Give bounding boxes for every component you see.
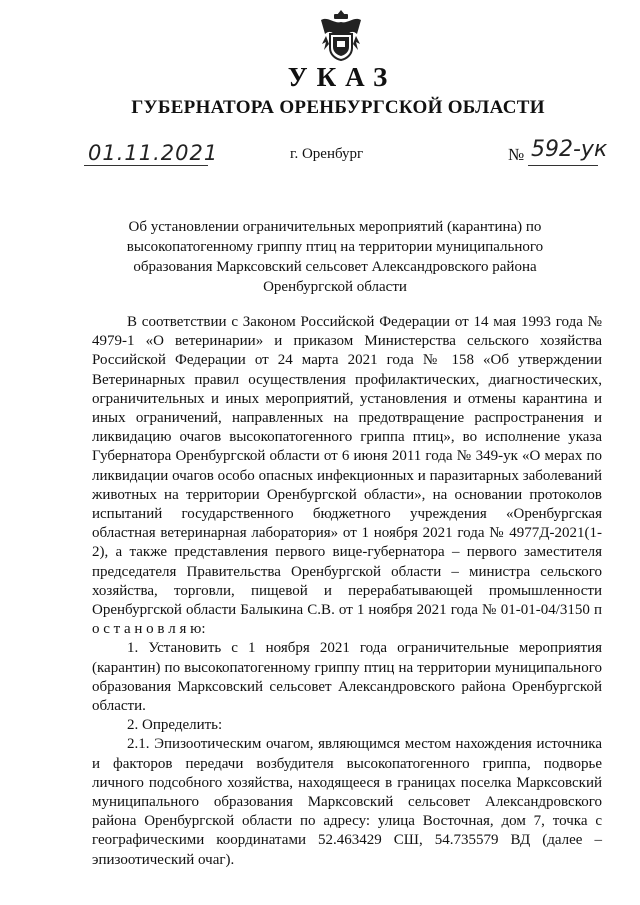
clause-2-paragraph: 2. Определить:: [127, 717, 223, 734]
decree-subject: Об установлении ограничительных мероприятий (карантина) по высокопатогенному гриппу птиц на территории муниципального образования Марксовский сельсовет Александровского района Оренбургской области: [126, 219, 544, 295]
decree-city: г. Оренбург: [290, 146, 364, 162]
document-title: УКАЗ: [287, 62, 397, 92]
preamble-paragraph: В соответствии с Законом Российской Федерации от 14 мая 1993 года № 4979-1 «О ветеринарии» и приказом Министерства сельского хозяйства Российской Федерации от 24 марта 2021 года № 158 «Об утверждении Ветеринарных правил осуществления профилактических, диагностических, ограничительных и иных мероприятий, установления и отмены карантина и иных ограничений, направленных на предотвращение распространения и ликвидацию очагов высокопатогенного гриппа птиц», во исполнение указа Губернатора Оренбургской области от 6 июня 2011 года № 349-ук «О мерах по ликвидации очагов особо опасных инфекционных и паразитарных заболеваний животных на территории Оренбургской области», на основании протоколов испытаний государственного бюджетного учреждения «Оренбургская областная ветеринарная лаборатория» от 1 ноября 2021 года № 4977Д-2021(1-2), а также представления первого вице-губернатора – первого заместителя председателя Правительства Оренбургской области – министра сельского хозяйства, торговли, пищевой и перерабатывающей промышленности Оренбургской области Балыкина С.В. от 1 ноября 2021 года № 01-01-04/3150 п о с т а н о в л я ю:: [92, 314, 602, 638]
clause-1-paragraph: 1. Установить с 1 ноября 2021 года ограничительные мероприятия (карантин) по высокопатогенному гриппу птиц на территории муниципального образования Марксовский сельсовет Александровского района Оренбургской области.: [92, 640, 602, 715]
decree-body: [92, 313, 602, 870]
number-sign: №: [508, 145, 525, 164]
decree-date: 01.11.2021: [88, 141, 219, 165]
date-underline: [84, 165, 208, 166]
decree-number: 592-ук: [531, 137, 608, 162]
document-subtitle: ГУБЕРНАТОРА ОРЕНБУРГСКОЙ ОБЛАСТИ: [131, 97, 545, 118]
coat-of-arms-icon: [318, 8, 364, 62]
clause-2-1-paragraph: 2.1. Эпизоотическим очагом, являющимся местом нахождения источника и факторов передачи возбудителя высокопатогенного гриппа, подворье личного подсобного хозяйства, находящееся в границах поселка Марксовский муниципального образования Марксовский сельсовет Александровского района Оренбургской области по адресу: улица Восточная, дом 7, точка с географическими координатами 52.463429 СШ, 54.735579 ВД (далее – эпизоотический очаг).: [92, 736, 602, 868]
number-underline: [528, 165, 598, 166]
